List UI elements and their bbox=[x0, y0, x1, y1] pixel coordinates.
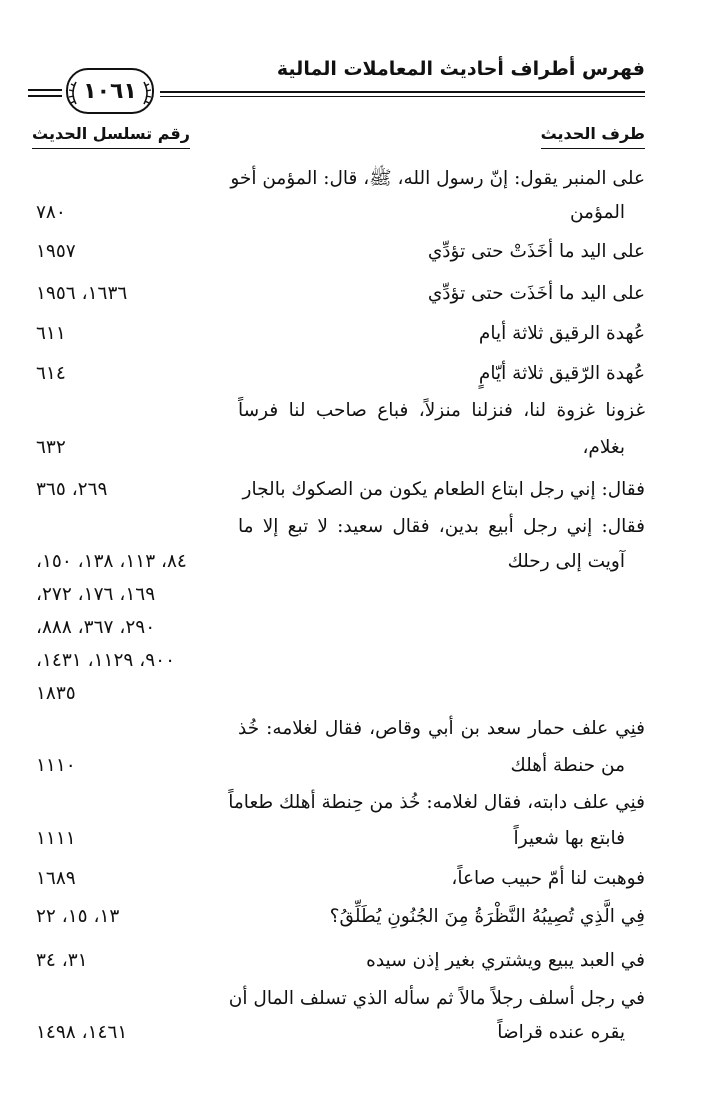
entry-number: ٩٠٠، ١١٢٩، ١٤٣١، bbox=[36, 650, 176, 671]
entry-number: ٢٦٩، ٣٦٥ bbox=[36, 479, 108, 500]
entry-line: يقره عنده قراضاً bbox=[497, 1022, 625, 1043]
entry-number: ١٦٨٩ bbox=[36, 868, 76, 889]
entry-line: على اليد ما أخَذَتْ حتى تؤدِّي bbox=[427, 241, 645, 262]
header-left-rule-lower bbox=[28, 95, 62, 97]
entry-line: فقال: إني رجل ابتاع الطعام يكون من الصكوك بالجار bbox=[242, 479, 645, 500]
entry-number: ٧٨٠ bbox=[36, 202, 66, 223]
entry-number: ١٦٣٦، ١٩٥٦ bbox=[36, 283, 128, 304]
entry-line: آويت إلى رحلك bbox=[507, 551, 625, 572]
entry-number: ١٦٩، ١٧٦، ٢٧٢، bbox=[36, 584, 156, 605]
header-rule bbox=[160, 91, 645, 93]
running-header-title: فهرس أطراف أحاديث المعاملات المالية bbox=[276, 58, 645, 80]
entry-number: ١١١١ bbox=[36, 828, 76, 849]
entry-line: من حنطة أهلك bbox=[510, 755, 625, 776]
header-left-rule bbox=[28, 89, 62, 91]
page-number: ١٠٦١ bbox=[83, 78, 137, 104]
entry-line: فقال: إني رجل أبيع بدين، فقال سعيد: لا تبع إلا ما bbox=[238, 516, 645, 537]
entry-number: ٦٣٢ bbox=[36, 437, 66, 458]
entry-line: عُهدة الرقيق ثلاثة أيام bbox=[478, 323, 645, 344]
entry-number: ٦١٤ bbox=[36, 363, 66, 384]
page-number-badge bbox=[66, 68, 154, 114]
column-heading-hadith: طرف الحديث bbox=[541, 124, 645, 149]
entry-line: فنِي علف حمار سعد بن أبي وقاص، فقال لغلامه: خُذ bbox=[238, 718, 645, 739]
entry-line: في العبد يبيع ويشتري بغير إذن سيده bbox=[366, 950, 645, 971]
entry-number: ١١١٠ bbox=[36, 755, 76, 776]
entry-line: بغلام، bbox=[582, 437, 625, 458]
entry-number: ١٣، ١٥، ٢٢ bbox=[36, 906, 120, 927]
column-heading-number: رقم تسلسل الحديث bbox=[32, 124, 190, 149]
entry-line: غزونا غزوة لنا، فنزلنا منزلاً، فباع صاحب لنا فرساً bbox=[238, 400, 645, 421]
entry-number: ٦١١ bbox=[36, 323, 66, 344]
entry-line: المؤمن bbox=[569, 202, 625, 223]
entry-number: ١٨٣٥ bbox=[36, 683, 76, 704]
entry-line: فابتع بها شعيراً bbox=[513, 828, 625, 849]
entry-line: على اليد ما أخَذَت حتى تؤدِّي bbox=[427, 283, 645, 304]
entry-number: ١٩٥٧ bbox=[36, 241, 76, 262]
entry-line: فوهبت لنا أمّ حبيب صاعاً، bbox=[451, 868, 645, 889]
entry-line: فِي الَّذِي تُصِيبُهُ النَّظْرَةُ مِنَ الجُنُونِ يُطَلِّقُ؟ bbox=[329, 906, 645, 927]
entry-line: عُهدة الرّقيق ثلاثة أيّامٍ bbox=[478, 363, 645, 384]
entry-line: على المنبر يقول: إنّ رسول الله، ﷺ، قال: المؤمن أخو bbox=[230, 168, 645, 189]
entry-line: فنِي علف دابته، فقال لغلامه: خُذ من حِنطة أهلك طعاماً bbox=[228, 792, 645, 813]
entry-line: في رجل أسلف رجلاً مالاً ثم سأله الذي تسلف المال أن bbox=[228, 988, 645, 1009]
entry-number: ٣١، ٣٤ bbox=[36, 950, 88, 971]
header-rule-thin bbox=[160, 96, 645, 97]
entry-number: ٨٤، ١١٣، ١٣٨، ١٥٠، bbox=[36, 551, 187, 572]
entry-number: ٢٩٠، ٣٦٧، ٨٨٨، bbox=[36, 617, 156, 638]
entry-number: ١٤٦١، ١٤٩٨ bbox=[36, 1022, 128, 1043]
